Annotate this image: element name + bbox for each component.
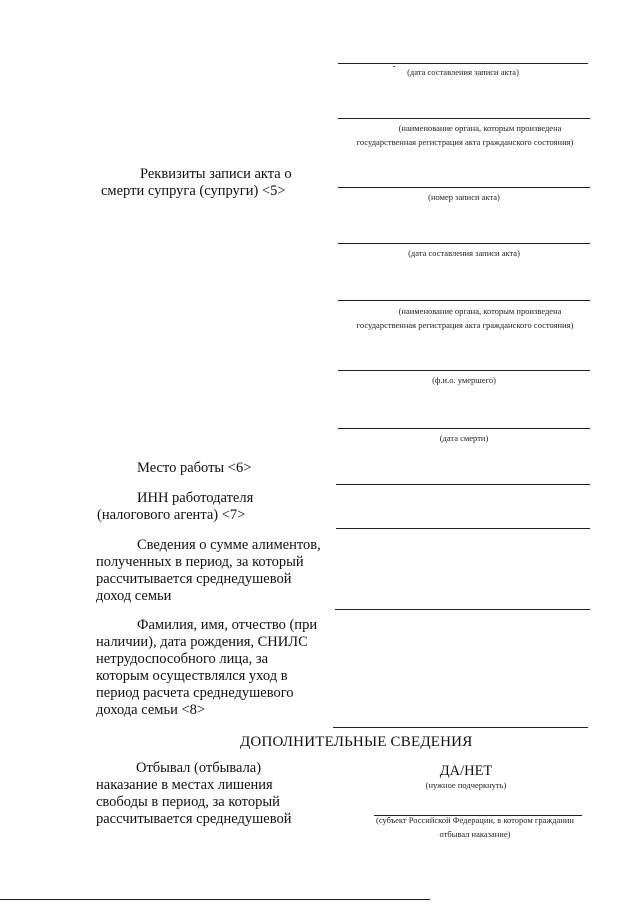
caregiver-label-line5: период расчета среднедушевого — [96, 685, 294, 701]
record-date-caption-2: (дата составления записи акта) — [408, 248, 520, 258]
imprisonment-label-line4: рассчитывается среднедушевой — [96, 811, 292, 827]
alimony-label-line3: рассчитывается среднедушевой — [96, 571, 292, 587]
alimony-label-line2: полученных в период, за который — [96, 554, 304, 570]
registrar-line-2[interactable] — [338, 300, 590, 301]
caregiver-label-line3: нетрудоспособного лица, за — [96, 651, 269, 667]
employer-inn-label-line2: (налогового агента) <7> — [97, 507, 246, 523]
yes-no-choice[interactable]: ДА/НЕТ — [439, 763, 493, 779]
registrar-caption-1-line1: (наименование органа, которым произведена — [398, 123, 562, 133]
region-caption-line2: отбывал наказание) — [439, 829, 511, 839]
deceased-name-caption: (ф.и.о. умершего) — [432, 375, 496, 385]
caregiver-label-line2: наличии), дата рождения, СНИЛС — [96, 634, 308, 650]
record-date-line-2[interactable] — [338, 243, 590, 244]
spouse-death-record-label-line1: Реквизиты записи акта о — [140, 166, 292, 182]
record-date-line-1[interactable] — [338, 63, 588, 64]
spouse-death-record-label-line2: смерти супруга (супруги) <5> — [101, 183, 286, 199]
death-date-line[interactable] — [338, 428, 590, 429]
employer-inn-line[interactable] — [336, 528, 590, 529]
deceased-name-line[interactable] — [338, 370, 590, 371]
employer-inn-label-line1: ИНН работодателя — [137, 490, 254, 506]
record-number-line[interactable] — [338, 187, 590, 188]
death-date-caption: (дата смерти) — [439, 433, 489, 443]
region-caption-line1: (субъект Российской Федерации, в котором гражданин — [376, 815, 574, 825]
yes-no-caption: (нужное подчеркнуть) — [425, 780, 507, 790]
alimony-label-line4: доход семьи — [96, 588, 172, 604]
caregiver-label-line4: которым осуществлялся уход в — [96, 668, 288, 684]
additional-info-heading: ДОПОЛНИТЕЛЬНЫЕ СВЕДЕНИЯ — [240, 734, 473, 750]
record-date-caption-1: (дата составления записи акта) — [407, 67, 519, 77]
imprisonment-label-line1: Отбывал (отбывала) — [136, 760, 262, 776]
registrar-caption-2-line1: (наименование органа, которым произведена — [398, 306, 562, 316]
workplace-line[interactable] — [336, 484, 590, 485]
page-bottom-rule — [0, 899, 430, 900]
caregiver-label-line1: Фамилия, имя, отчество (при — [137, 617, 318, 633]
registrar-caption-2-line2: государственная регистрация акта гражданского состояния) — [356, 320, 574, 330]
caregiver-line[interactable] — [333, 727, 588, 728]
caregiver-label-line6: дохода семьи <8> — [96, 702, 206, 718]
alimony-line[interactable] — [335, 609, 590, 610]
registrar-line-1[interactable] — [338, 118, 590, 119]
alimony-label-line1: Сведения о сумме алиментов, — [137, 537, 321, 553]
workplace-label: Место работы <6> — [137, 460, 252, 476]
record-number-caption: (номер записи акта) — [428, 192, 500, 202]
registrar-caption-1-line2: государственная регистрация акта гражданского состояния) — [356, 137, 574, 147]
imprisonment-label-line2: наказание в местах лишения — [96, 777, 273, 793]
imprisonment-label-line3: свободы в период, за который — [96, 794, 280, 810]
